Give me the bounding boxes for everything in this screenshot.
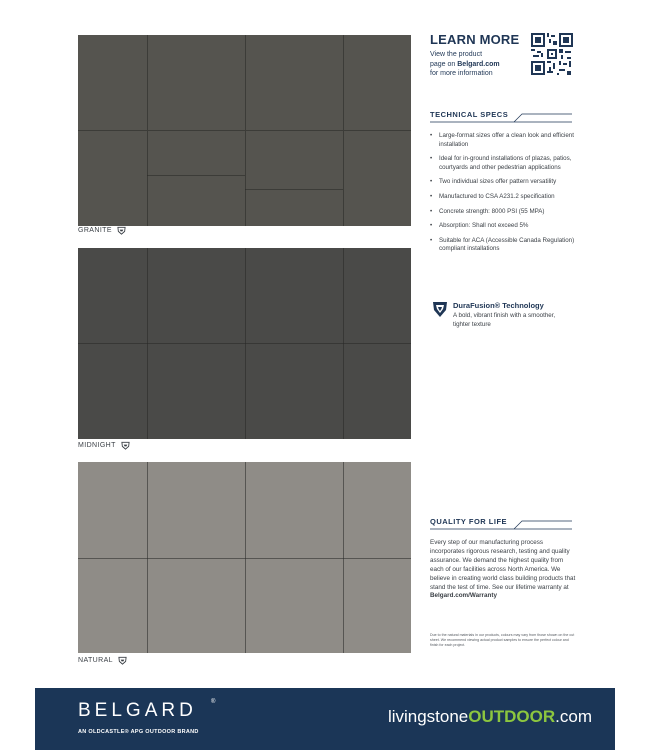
midnight-label (78, 441, 130, 450)
website-link[interactable] (388, 707, 592, 727)
paver-joint (343, 35, 344, 130)
learn-more-prefix: page on (430, 60, 458, 68)
shield-icon (121, 441, 130, 450)
site-prefix: livingstone (387, 707, 469, 726)
section-title: TECHNICAL SPECS (430, 110, 509, 119)
technical-specs-heading (430, 110, 573, 124)
heading-rule (430, 110, 573, 124)
belgard-logo: BELGARD (78, 700, 197, 721)
spec-item: • Two individual sizes offer pattern versatility (430, 178, 575, 187)
paver-joint (147, 131, 148, 226)
paver-joint (147, 175, 245, 176)
heading-rule (430, 517, 573, 531)
paver-joint (147, 462, 148, 653)
paver-joint (245, 131, 246, 226)
shield-icon (118, 656, 127, 665)
footer-banner (35, 688, 615, 750)
swatch-name: GRANITE (78, 227, 112, 234)
granite-swatch-image (78, 35, 411, 226)
brand-tagline: AN OLDCASTLE® APG OUTDOOR BRAND (78, 729, 199, 735)
learn-more-text (430, 50, 530, 79)
site-accent: OUTDOOR (468, 707, 556, 726)
paver-joint (245, 462, 246, 653)
learn-more-title: LEARN MORE (430, 32, 520, 47)
learn-more-line: View the product (430, 51, 483, 58)
paver-joint (343, 462, 344, 653)
paver-joint (245, 189, 343, 190)
spec-item: • Suitable for ACA (Accessible Canada Regulation) compliant installations (430, 237, 575, 254)
durafusion-description: A bold, vibrant finish with a smoother, tighter texture (453, 312, 556, 328)
paver-joint (343, 131, 344, 226)
spec-item: • Ideal for in-ground installations of plazas, patios, courtyards and other pedestrian applications (430, 155, 575, 172)
belgard-link[interactable]: Belgard.com (457, 60, 500, 68)
warranty-link[interactable]: Belgard.com/Warranty (430, 592, 497, 600)
paver-joint (343, 248, 344, 439)
learn-more-line: for more information (430, 70, 493, 77)
quality-body: Every step of our manufacturing process incorporates rigorous research, testing and quality assurance. We demand the highest quality from each of our facilities across North America. We believe in creating world class building products that stand the test of time. See our lifetime warranty at (430, 539, 576, 591)
section-title: QUALITY FOR LIFE (430, 517, 508, 526)
learn-more-line (430, 60, 530, 70)
spec-item: • Manufactured to CSA A231.2 specification (430, 193, 575, 202)
spec-item: • Absorption: Shall not exceed 5% (430, 222, 575, 231)
quality-heading (430, 517, 573, 531)
shield-icon (117, 226, 126, 235)
durafusion-shield-icon (432, 300, 448, 318)
natural-label (78, 656, 127, 665)
paver-joint (147, 248, 148, 439)
swatch-name: MIDNIGHT (78, 442, 116, 449)
registered-mark: ® (211, 699, 216, 705)
spec-item: • Concrete strength: 8000 PSI (55 MPA) (430, 208, 575, 217)
quality-text (430, 539, 576, 601)
colour-disclaimer: Due to the natural materials in our products, colours may vary from those shown on the cut sheet. We recommend viewing actual product samples to ensure the perfect colour and finish for each project. (430, 633, 575, 647)
site-suffix: .com (555, 707, 592, 726)
technical-specs-list (430, 132, 575, 260)
swatch-name: NATURAL (78, 657, 113, 664)
spec-item: • Large-format sizes offer a clean look and efficient installation (430, 132, 575, 149)
durafusion-title: DuraFusion® Technology (453, 301, 544, 310)
granite-label (78, 226, 126, 235)
midnight-swatch-image (78, 248, 411, 439)
paver-joint (245, 248, 246, 439)
natural-swatch-image (78, 462, 411, 653)
paver-joint (147, 35, 148, 130)
qr-code-icon[interactable] (531, 33, 573, 75)
paver-joint (245, 35, 246, 130)
